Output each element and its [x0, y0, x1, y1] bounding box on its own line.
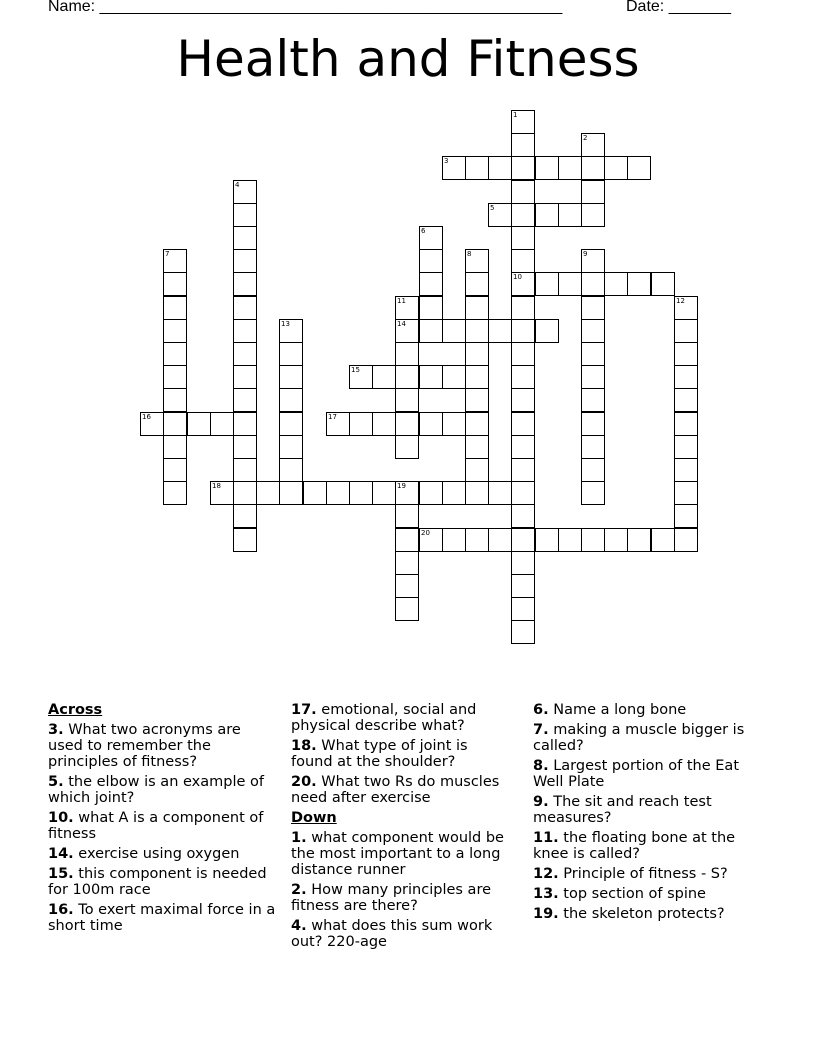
clue-number: 5: [490, 204, 495, 212]
crossword-cell: [511, 203, 535, 227]
crossword-cell: [163, 388, 187, 412]
clue-number: 14: [397, 320, 406, 328]
crossword-cell: [465, 156, 489, 180]
clue-down-2: 2. How many principles are fitness are there?: [291, 882, 492, 914]
crossword-cell: [511, 180, 535, 204]
crossword-cell: [535, 203, 559, 227]
clue-column-2: [291, 702, 511, 954]
crossword-cell: [465, 528, 489, 552]
crossword-cell: [511, 296, 535, 320]
crossword-cell: [511, 597, 535, 621]
clue-across-5: 5. the elbow is an example of which joint?: [48, 774, 264, 806]
crossword-cell: [488, 156, 512, 180]
crossword-cell: [465, 296, 489, 320]
crossword-cell: [210, 481, 234, 505]
crossword-cell: [395, 551, 419, 575]
crossword-cell: [233, 249, 257, 273]
crossword-cell: [187, 412, 211, 436]
crossword-cell: [558, 528, 582, 552]
crossword-cell: [558, 272, 582, 296]
crossword-cell: [535, 156, 559, 180]
clue-number: 9: [583, 250, 588, 258]
crossword-cell: [419, 528, 443, 552]
clue-down-4: 4. what does this sum work out? 220-age: [291, 918, 493, 950]
crossword-cell: [233, 528, 257, 552]
crossword-cell: [465, 249, 489, 273]
crossword-cell: [326, 412, 350, 436]
clue-number: 13: [281, 320, 290, 328]
crossword-cell: [558, 156, 582, 180]
crossword-cell: [279, 365, 303, 389]
clue-number: 19: [397, 482, 406, 490]
clue-across-3: 3. What two acronyms are used to remember the principles of fitness?: [48, 722, 241, 770]
crossword-cell: [581, 180, 605, 204]
crossword-cell: [163, 342, 187, 366]
crossword-cell: [604, 156, 628, 180]
crossword-cell: [511, 551, 535, 575]
crossword-cell: [604, 272, 628, 296]
clue-down-11: 11. the floating bone at the knee is called?: [533, 830, 736, 862]
crossword-cell: [651, 272, 675, 296]
crossword-cell: [581, 319, 605, 343]
crossword-cell: [581, 412, 605, 436]
crossword-cell: [511, 435, 535, 459]
clue-down-1: 1. what component would be the most important to a long distance runner: [291, 830, 504, 878]
clue-number: 8: [467, 250, 472, 258]
crossword-cell: [233, 342, 257, 366]
crossword-cell: [163, 272, 187, 296]
crossword-cell: [511, 504, 535, 528]
crossword-cell: [279, 342, 303, 366]
clue-number: 17: [328, 413, 337, 421]
crossword-cell: [279, 412, 303, 436]
clue-number: 16: [142, 413, 151, 421]
crossword-cell: [627, 528, 651, 552]
crossword-cell: [674, 365, 698, 389]
crossword-cell: [488, 319, 512, 343]
crossword-cell: [651, 528, 675, 552]
crossword-cell: [511, 226, 535, 250]
crossword-cell: [511, 272, 535, 296]
crossword-cell: [372, 481, 396, 505]
page-title: Health and Fitness: [176, 30, 640, 88]
crossword-cell: [465, 412, 489, 436]
crossword-cell: [511, 110, 535, 134]
crossword-cell: [581, 272, 605, 296]
crossword-cell: [465, 481, 489, 505]
crossword-cell: [256, 481, 280, 505]
crossword-cell: [465, 435, 489, 459]
crossword-cell: [349, 412, 373, 436]
crossword-cell: [233, 412, 257, 436]
clue-number: 11: [397, 297, 406, 305]
crossword-cell: [395, 504, 419, 528]
crossword-cell: [674, 319, 698, 343]
crossword-cell: [279, 319, 303, 343]
crossword-cell: [535, 528, 559, 552]
crossword-cell: [581, 435, 605, 459]
crossword-cell: [303, 481, 327, 505]
crossword-cell: [511, 319, 535, 343]
crossword-cell: [442, 156, 466, 180]
crossword-cell: [535, 272, 559, 296]
crossword-cell: [604, 528, 628, 552]
crossword-cell: [488, 481, 512, 505]
clue-down-12: 12. Principle of fitness - S?: [533, 866, 728, 882]
crossword-cell: [233, 180, 257, 204]
clue-across-16: 16. To exert maximal force in a short time: [48, 902, 276, 934]
crossword-cell: [442, 528, 466, 552]
clue-down-13: 13. top section of spine: [533, 886, 706, 902]
clue-across-17: 17. emotional, social and physical describe what?: [291, 702, 477, 734]
crossword-cell: [233, 435, 257, 459]
clue-column-3: [533, 702, 763, 926]
crossword-cell: [674, 504, 698, 528]
clue-across-20: 20. What two Rs do muscles need after exercise: [291, 774, 500, 806]
crossword-cell: [627, 272, 651, 296]
crossword-cell: [349, 481, 373, 505]
crossword-cell: [419, 226, 443, 250]
crossword-cell: [674, 388, 698, 412]
crossword-cell: [349, 365, 373, 389]
clue-number: 20: [421, 529, 430, 537]
crossword-cell: [442, 319, 466, 343]
crossword-cell: [674, 481, 698, 505]
crossword-cell: [511, 412, 535, 436]
crossword-cell: [511, 365, 535, 389]
crossword-cell: [419, 481, 443, 505]
crossword-cell: [511, 481, 535, 505]
crossword-cell: [279, 435, 303, 459]
crossword-cell: [233, 296, 257, 320]
crossword-cell: [163, 481, 187, 505]
crossword-cell: [419, 272, 443, 296]
crossword-cell: [140, 412, 164, 436]
crossword-cell: [535, 319, 559, 343]
crossword-cell: [581, 296, 605, 320]
down-heading: Down: [291, 810, 337, 826]
crossword-cell: [674, 412, 698, 436]
crossword-cell: [395, 296, 419, 320]
crossword-cell: [558, 203, 582, 227]
crossword-cell: [233, 226, 257, 250]
crossword-cell: [674, 342, 698, 366]
clue-number: 4: [235, 181, 240, 189]
clue-number: 3: [444, 157, 449, 165]
crossword-cell: [419, 296, 443, 320]
crossword-cell: [581, 528, 605, 552]
crossword-cell: [163, 296, 187, 320]
clue-down-6: 6. Name a long bone: [533, 702, 687, 718]
crossword-cell: [233, 388, 257, 412]
crossword-cell: [395, 574, 419, 598]
crossword-cell: [233, 458, 257, 482]
crossword-cell: [395, 388, 419, 412]
crossword-cell: [395, 435, 419, 459]
crossword-cell: [488, 203, 512, 227]
clue-down-8: 8. Largest portion of the Eat Well Plate: [533, 758, 740, 790]
crossword-cell: [372, 412, 396, 436]
crossword-cell: [419, 319, 443, 343]
crossword-cell: [674, 296, 698, 320]
clue-number: 10: [513, 273, 522, 281]
across-heading: Across: [48, 702, 103, 718]
clue-number: 2: [583, 134, 588, 142]
crossword-cell: [511, 574, 535, 598]
clue-across-10: 10. what A is a component of fitness: [48, 810, 264, 842]
crossword-cell: [581, 342, 605, 366]
crossword-cell: [465, 458, 489, 482]
crossword-cell: [465, 319, 489, 343]
crossword-cell: [581, 481, 605, 505]
crossword-cell: [419, 412, 443, 436]
crossword-cell: [233, 504, 257, 528]
name-field-label: Name: ____________________________________________________: [48, 0, 563, 15]
crossword-cell: [581, 365, 605, 389]
crossword-cell: [395, 365, 419, 389]
crossword-cell: [511, 342, 535, 366]
crossword-cell: [511, 249, 535, 273]
crossword-cell: [674, 435, 698, 459]
crossword-cell: [279, 458, 303, 482]
clue-number: 7: [165, 250, 170, 258]
crossword-cell: [465, 365, 489, 389]
crossword-cell: [233, 272, 257, 296]
crossword-cell: [442, 365, 466, 389]
crossword-cell: [233, 319, 257, 343]
crossword-cell: [419, 249, 443, 273]
crossword-cell: [581, 388, 605, 412]
crossword-cell: [395, 481, 419, 505]
crossword-cell: [279, 481, 303, 505]
crossword-cell: [488, 528, 512, 552]
crossword-cell: [442, 412, 466, 436]
clue-across-18: 18. What type of joint is found at the shoulder?: [291, 738, 468, 770]
clue-number: 15: [351, 366, 360, 374]
crossword-cell: [511, 458, 535, 482]
crossword-cell: [326, 481, 350, 505]
crossword-cell: [581, 133, 605, 157]
crossword-cell: [511, 620, 535, 644]
crossword-cell: [511, 388, 535, 412]
crossword-cell: [163, 365, 187, 389]
clue-across-14: 14. exercise using oxygen: [48, 846, 240, 862]
crossword-cell: [465, 342, 489, 366]
crossword-cell: [163, 435, 187, 459]
crossword-cell: [511, 156, 535, 180]
crossword-cell: [395, 319, 419, 343]
crossword-cell: [233, 481, 257, 505]
crossword-cell: [163, 458, 187, 482]
crossword-cell: [395, 597, 419, 621]
crossword-cell: [372, 365, 396, 389]
crossword-cell: [163, 319, 187, 343]
crossword-cell: [279, 388, 303, 412]
clue-across-15: 15. this component is needed for 100m race: [48, 866, 267, 898]
clue-down-7: 7. making a muscle bigger is called?: [533, 722, 745, 754]
clue-column-1: [48, 702, 278, 938]
crossword-cell: [163, 412, 187, 436]
crossword-cell: [233, 203, 257, 227]
crossword-cell: [395, 528, 419, 552]
crossword-cell: [674, 458, 698, 482]
crossword-cell: [442, 481, 466, 505]
crossword-cell: [419, 365, 443, 389]
date-field-label: Date: _______: [626, 0, 731, 15]
clue-number: 6: [421, 227, 426, 235]
crossword-cell: [581, 249, 605, 273]
crossword-cell: [581, 458, 605, 482]
crossword-cell: [674, 528, 698, 552]
crossword-cell: [210, 412, 234, 436]
crossword-cell: [163, 249, 187, 273]
clue-number: 12: [676, 297, 685, 305]
crossword-cell: [581, 156, 605, 180]
crossword-cell: [581, 203, 605, 227]
crossword-cell: [465, 272, 489, 296]
crossword-cell: [395, 342, 419, 366]
crossword-cell: [233, 365, 257, 389]
crossword-cell: [395, 412, 419, 436]
crossword-cell: [511, 528, 535, 552]
clue-number: 1: [513, 111, 518, 119]
crossword-cell: [627, 156, 651, 180]
clue-down-9: 9. The sit and reach test measures?: [533, 794, 712, 826]
clue-down-19: 19. the skeleton protects?: [533, 906, 725, 922]
clue-number: 18: [212, 482, 221, 490]
crossword-cell: [511, 133, 535, 157]
crossword-cell: [465, 388, 489, 412]
